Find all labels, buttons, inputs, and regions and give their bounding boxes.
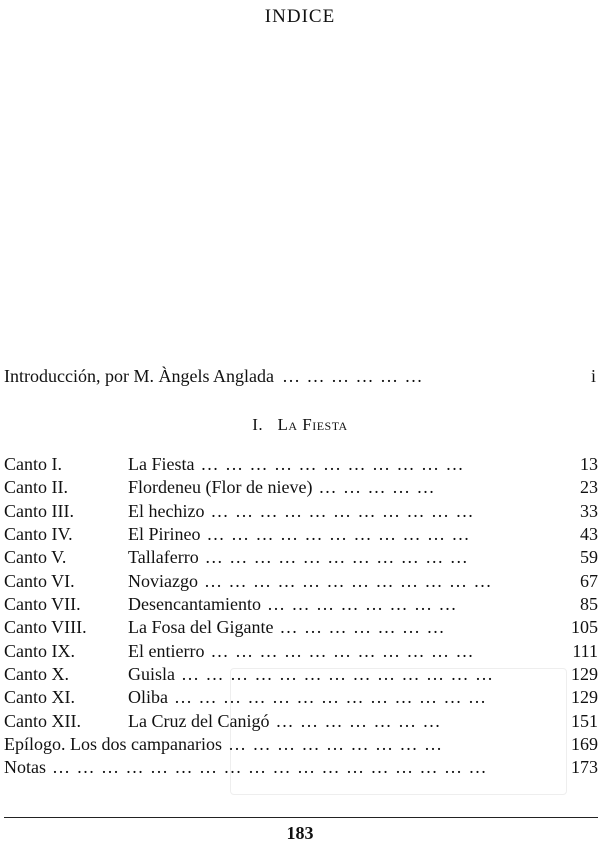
- page-number: 85: [580, 594, 598, 615]
- dot-leader: … … … … … … … … … … … … …: [181, 664, 494, 685]
- entry-title: Desencantamiento: [128, 594, 261, 615]
- entry-title: El Pirineo: [128, 524, 201, 545]
- footer-rule: [4, 817, 598, 818]
- toc-row: [4, 593, 598, 616]
- canto-label: Canto IX.: [4, 640, 75, 661]
- page-title: INDICE: [264, 6, 336, 27]
- canto-label: Canto VIII.: [4, 617, 87, 638]
- toc-list: [4, 453, 598, 780]
- folio-page-number: 183: [286, 823, 314, 843]
- canto-label: Canto V.: [4, 547, 67, 568]
- page-number: 173: [571, 757, 598, 778]
- page-number: 111: [572, 640, 598, 661]
- dot-leader: … … … … … … … … … … … …: [203, 570, 493, 591]
- page-number: 33: [580, 500, 598, 521]
- intro-label: Introducción, por M. Àngels Anglada: [4, 366, 274, 386]
- entry-title: Guisla: [128, 664, 175, 685]
- notas-label: Notas: [4, 757, 46, 778]
- canto-label: Canto III.: [4, 500, 74, 521]
- section-number: I.: [252, 415, 264, 434]
- toc-row: [4, 453, 598, 476]
- entry-title: Flordeneu (Flor de nieve): [128, 477, 313, 498]
- dot-leader: … … … … … … … …: [266, 594, 458, 615]
- dot-leader: … … … … … … … … … … …: [204, 547, 469, 568]
- toc-row: [4, 663, 598, 686]
- toc-row: [4, 546, 598, 569]
- canto-label: Canto XII.: [4, 710, 81, 731]
- page-number: 151: [571, 710, 598, 731]
- page-number: 129: [571, 664, 598, 685]
- dot-leader: … … … … … … … … …: [227, 734, 443, 755]
- dot-leader: … … … … … … … … … … … … … … … … … …: [52, 757, 488, 778]
- canto-label: Canto XI.: [4, 687, 75, 708]
- dot-leader: … … … … …: [318, 477, 436, 498]
- toc-row: [4, 686, 598, 709]
- page-number: 59: [580, 547, 598, 568]
- entry-title: Tallaferro: [128, 547, 199, 568]
- page-number: 67: [580, 570, 598, 591]
- intro-entry: [4, 366, 598, 387]
- dot-leader: … … … … … … …: [279, 617, 446, 638]
- toc-row: [4, 500, 598, 523]
- canto-label: Canto II.: [4, 477, 68, 498]
- dot-leader: … … … … … … …: [275, 710, 442, 731]
- page-number: 129: [571, 687, 598, 708]
- epilogo-label: Epílogo. Los dos campanarios: [4, 734, 222, 755]
- page-number: 169: [571, 734, 598, 755]
- toc-row: [4, 570, 598, 593]
- toc-row: [4, 710, 598, 733]
- dot-leader: … … … … … … … … … … … … …: [174, 687, 487, 708]
- canto-label: Canto X.: [4, 664, 69, 685]
- entry-title: La Fiesta: [128, 454, 195, 474]
- page-number: 105: [571, 617, 598, 638]
- canto-label: Canto IV.: [4, 524, 73, 545]
- intro-dot-leader: … … … … … …: [281, 366, 424, 386]
- toc-row: [4, 616, 598, 639]
- toc-row-epilogo: [4, 733, 598, 756]
- dot-leader: … … … … … … … … … … …: [210, 500, 475, 521]
- entry-title: El hechizo: [128, 500, 205, 521]
- page-number: 43: [580, 524, 598, 545]
- entry-title: La Fosa del Gigante: [128, 617, 274, 638]
- entry-title: La Cruz del Canigó: [128, 710, 270, 731]
- entry-title: Oliba: [128, 687, 168, 708]
- toc-row: [4, 523, 598, 546]
- section-name: La Fiesta: [277, 415, 348, 434]
- canto-label: Canto VI.: [4, 570, 75, 591]
- dot-leader: … … … … … … … … … … …: [206, 524, 471, 545]
- dot-leader: … … … … … … … … … … …: [200, 454, 465, 474]
- page-number: 13: [580, 454, 598, 474]
- entry-title: El entierro: [128, 640, 205, 661]
- intro-page-number: i: [590, 366, 596, 386]
- dot-leader: … … … … … … … … … … …: [210, 640, 475, 661]
- toc-row: [4, 476, 598, 499]
- toc-row-notas: [4, 756, 598, 779]
- page-number: 23: [580, 477, 598, 498]
- section-heading: [0, 415, 600, 435]
- canto-label: Canto VII.: [4, 594, 81, 615]
- toc-row: [4, 640, 598, 663]
- entry-title: Noviazgo: [128, 570, 198, 591]
- canto-label: Canto I.: [4, 454, 62, 474]
